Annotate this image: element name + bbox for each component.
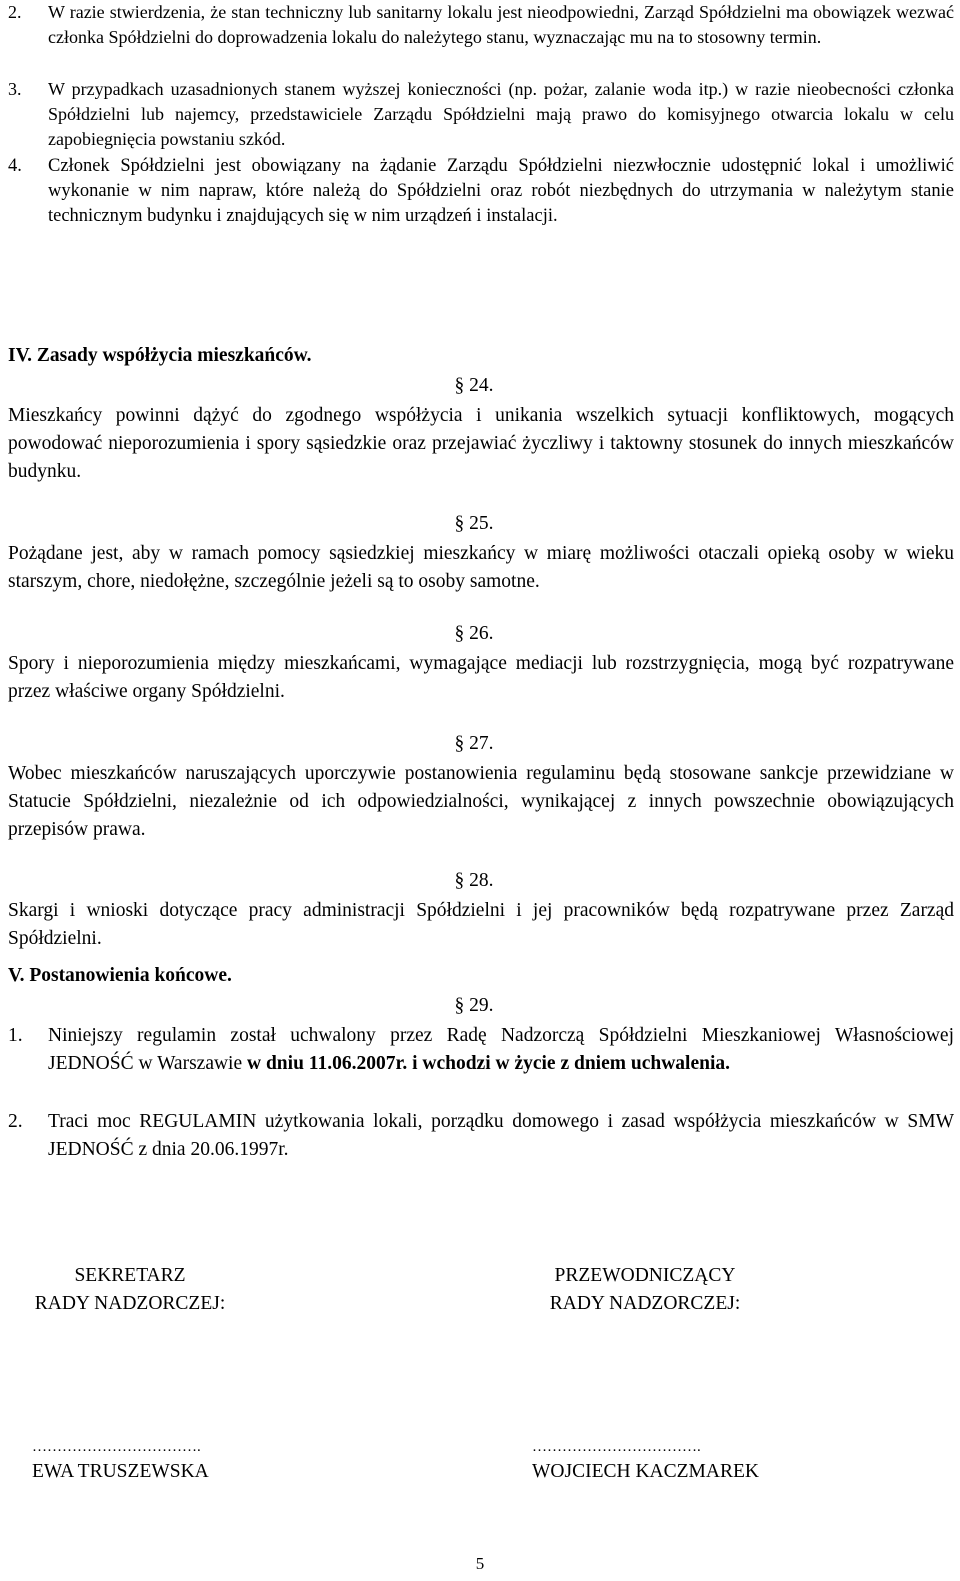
item-text — [48, 1022, 954, 1078]
paragraph-number: § 27. — [454, 733, 494, 754]
item-text: Członek Spółdzielni jest obowiązany na żądanie Zarządu Spółdzielni niezwłocznie udostępnić lokal i umożliwić wykonanie w nim napraw, które należą do Spółdzielni oraz robót niezbędnych do utrzymania w należytym stanie technicznym budynku i znajdujących się w nim urządzeń i instalacji. — [48, 156, 954, 226]
item-text-bold: w dniu 11.06.2007r. i wchodzi w życie z dniem uchwalenia. — [247, 1053, 731, 1074]
paragraph-text: Pożądane jest, aby w ramach pomocy sąsiedzkiej mieszkańcy w miarę możliwości otaczali opieką osoby w wieku starszym, chore, niedołężne, szczególnie jeżeli są to osoby samotne. — [8, 543, 954, 592]
paragraph-number: § 26. — [454, 623, 494, 644]
paragraph-number: § 29. — [454, 995, 494, 1016]
page-number: 5 — [475, 1554, 485, 1573]
signature-title: PRZEWODNICZĄCY — [554, 1265, 736, 1286]
item-text: W razie stwierdzenia, że stan techniczny lub sanitarny lokalu jest nieodpowiedni, Zarząd Spółdzielni ma obowiązek wezwać członka Spółdzielni do doprowadzenia lokalu do należytego stanu, wyznaczając mu na to stosowny termin. — [48, 2, 954, 47]
item-number: 1. — [8, 1025, 23, 1046]
paragraph-text: Mieszkańcy powinni dążyć do zgodnego współżycia i unikania wszelkich sytuacji konfliktowych, mogących powodować nieporozumienia i spory sąsiedzkie oraz przejawiać życzliwy i taktowny stosunek do innych mieszkańców budynku. — [8, 405, 954, 482]
signature-block-left — [20, 1262, 240, 1318]
signature-dots: ……………………………. — [532, 1439, 701, 1455]
paragraph-number: § 28. — [454, 870, 494, 891]
item-text: W przypadkach uzasadnionych stanem wyższej konieczności (np. pożar, zalanie woda itp.) w razie nieobecności członka Spółdzielni lub najemcy, przedstawiciele Zarządu Spółdzielni mają prawo do komisyjnego otwarcia lokalu w celu zapobiegnięcia powstaniu szkód. — [48, 79, 954, 149]
item-number: 4. — [8, 156, 22, 176]
paragraph-number: § 24. — [454, 375, 494, 396]
item-text: Traci moc REGULAMIN użytkowania lokali, porządku domowego i zasad współżycia mieszkańców w SMW JEDNOŚĆ z dnia 20.06.1997r. — [48, 1111, 954, 1160]
signature-title: SEKRETARZ — [74, 1265, 186, 1286]
signature-block-right — [520, 1262, 770, 1318]
signature-name: EWA TRUSZEWSKA — [32, 1461, 209, 1482]
paragraph-text: Wobec mieszkańców naruszających uporczywie postanowienia regulaminu będą stosowane sankcje przewidziane w Statucie Spółdzielni, niezależnie od ich odpowiedzialności, wynikającej z innych powszechnie obowiązujących przepisów prawa. — [8, 763, 954, 840]
paragraph-text: Spory i nieporozumienia między mieszkańcami, wymagające mediacji lub rozstrzygnięcia, mogą być rozpatrywane przez właściwe organy Spółdzielni. — [8, 653, 954, 702]
section-heading: V. Postanowienia końcowe. — [8, 965, 232, 986]
paragraph-text: Skargi i wnioski dotyczące pracy administracji Spółdzielni i jej pracowników będą rozpatrywane przez Zarząd Spółdzielni. — [8, 900, 954, 949]
item-number: 2. — [8, 2, 22, 22]
item-number: 3. — [8, 79, 22, 99]
item-number: 2. — [8, 1111, 23, 1132]
signature-name: WOJCIECH KACZMAREK — [532, 1461, 759, 1482]
section-heading: IV. Zasady współżycia mieszkańców. — [8, 345, 312, 366]
signature-title: RADY NADZORCZEJ: — [549, 1293, 741, 1314]
signature-line-left — [20, 1436, 332, 1486]
signature-dots: ……………………………. — [32, 1439, 201, 1455]
signature-line-right — [520, 1436, 852, 1486]
paragraph-number: § 25. — [454, 513, 494, 534]
item-text-plain: Niniejszy regulamin został uchwalony przez Radę Nadzorczą Spółdzielni Mieszkaniowej Własnościowej JEDNOŚĆ w Warszawie — [48, 1025, 954, 1074]
signature-title: RADY NADZORCZEJ: — [34, 1293, 226, 1314]
